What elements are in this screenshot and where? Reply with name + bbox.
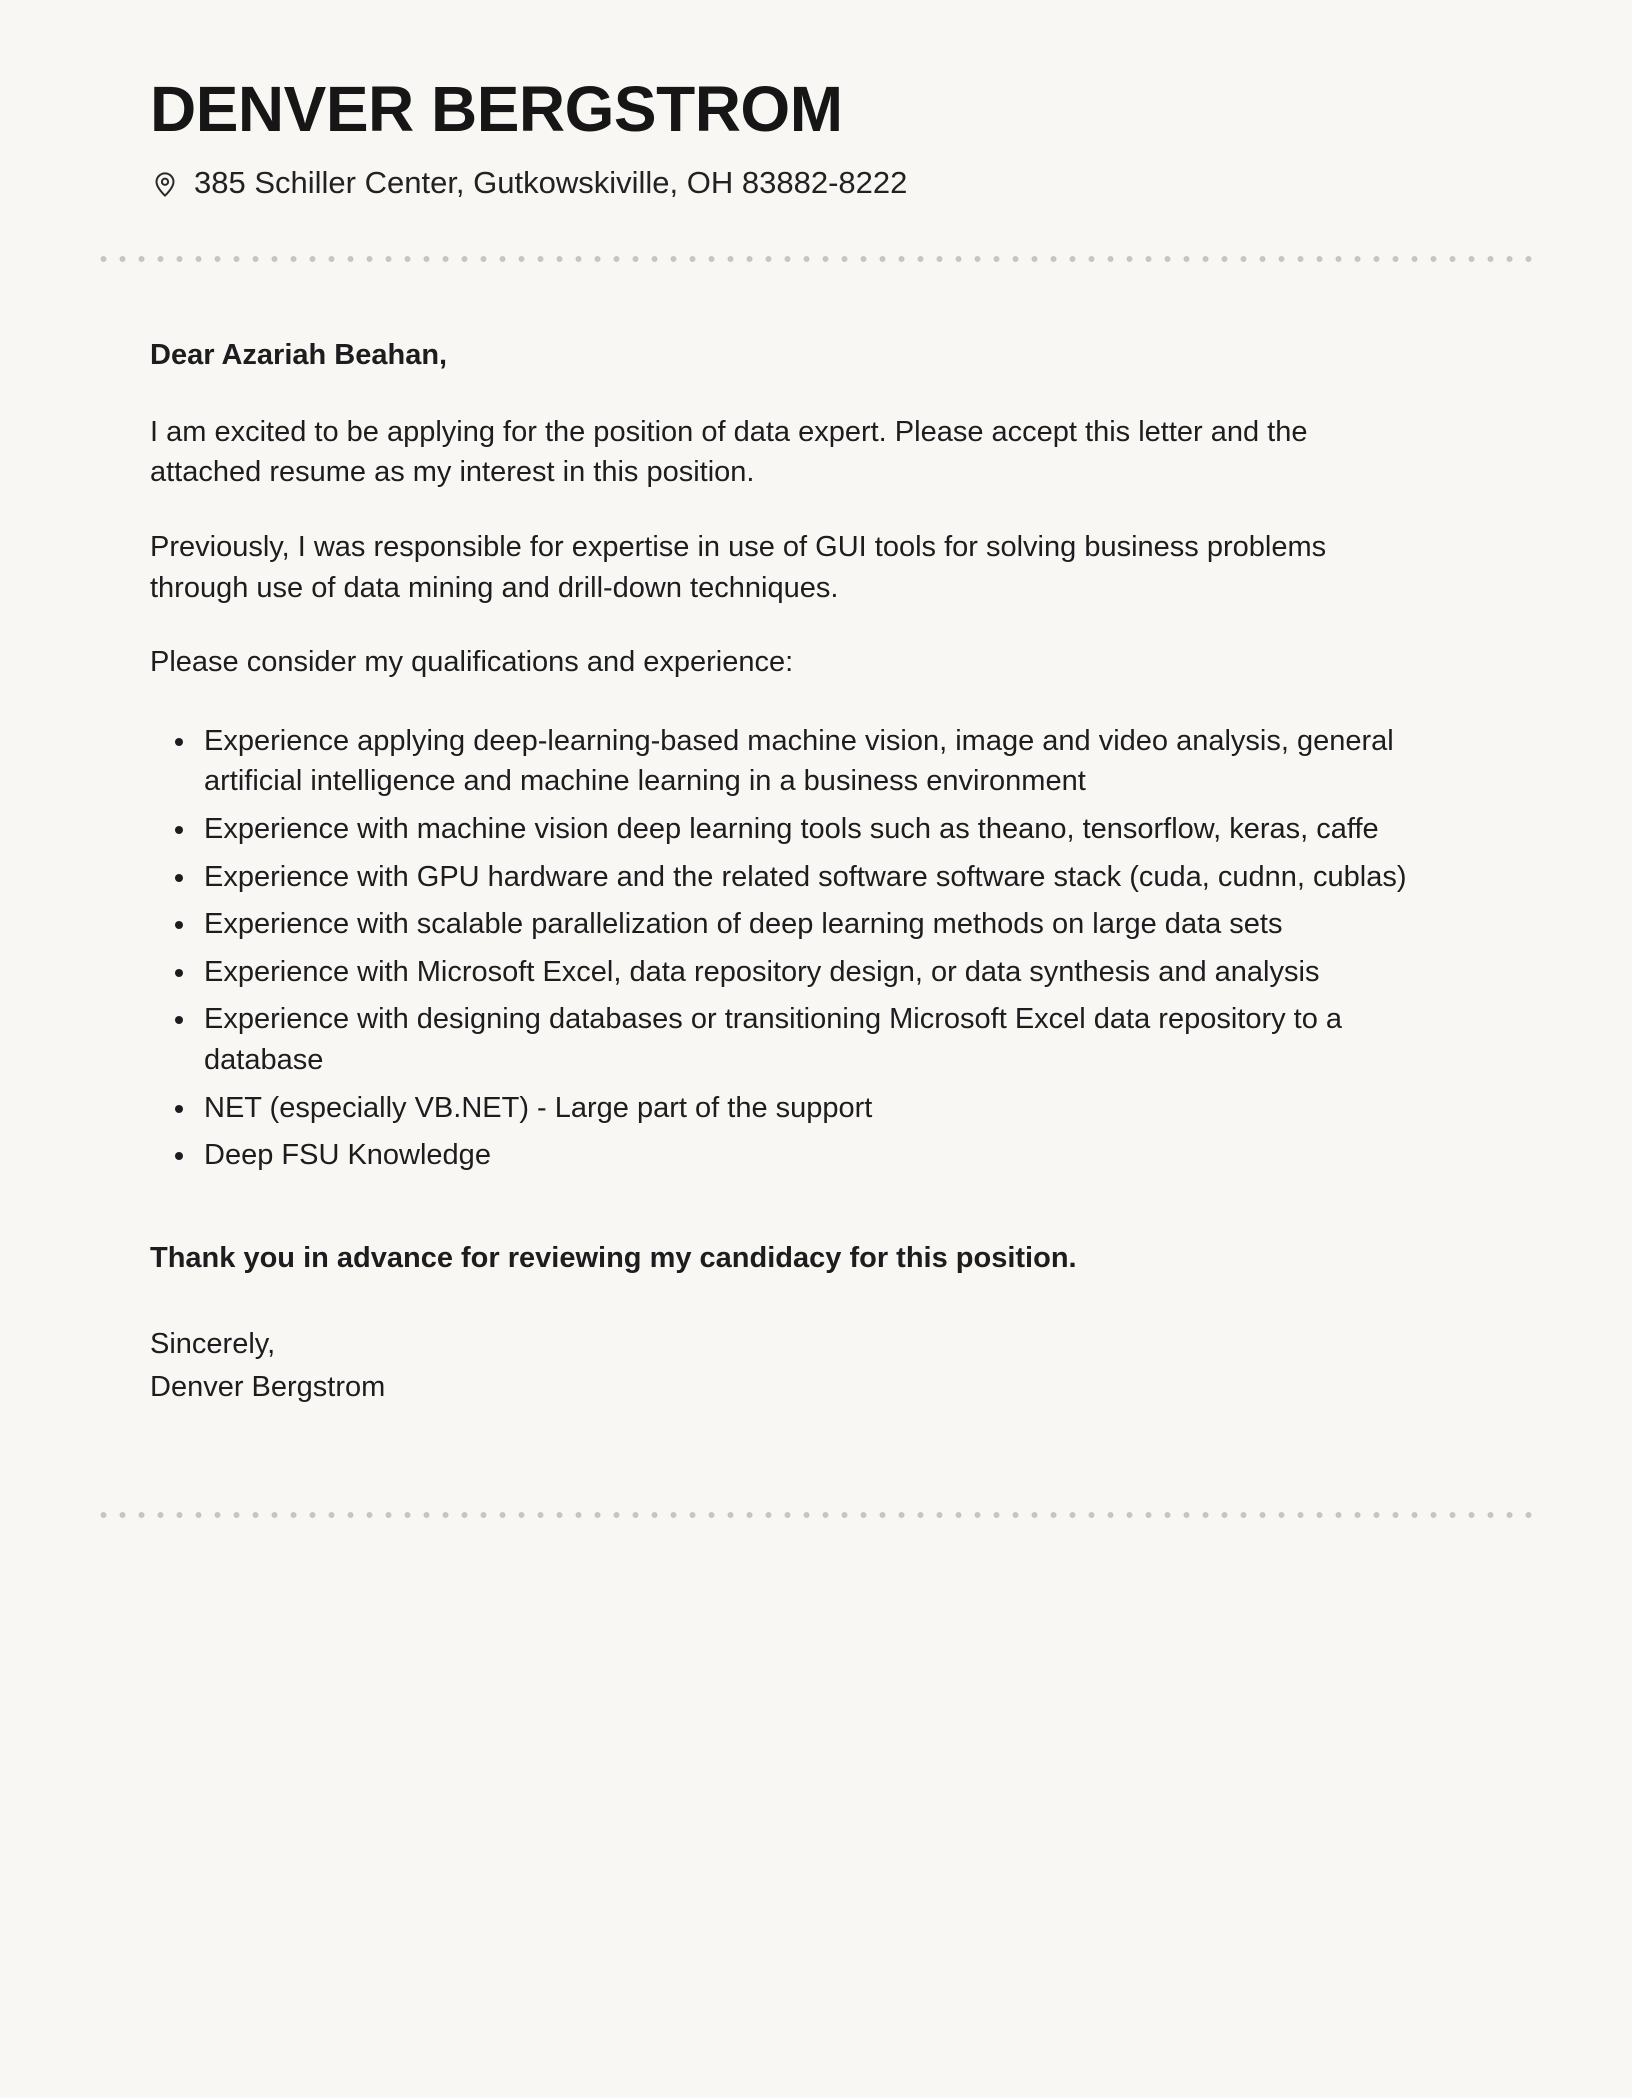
paragraph-intro: I am excited to be applying for the position of data expert. Please accept this letter and the attached resume as my interest in this position. — [150, 415, 1308, 489]
list-item: • Deep FSU Knowledge — [198, 1135, 1410, 1176]
letter-body — [0, 335, 1632, 1407]
letter-header — [0, 73, 1632, 201]
list-item: • NET (especially VB.NET) - Large part of the support — [198, 1088, 1410, 1129]
qualifications-list — [150, 721, 1410, 1176]
salutation: Dear Azariah Beahan, — [150, 339, 448, 372]
list-item: • Experience with scalable parallelization of deep learning methods on large data sets — [198, 904, 1410, 945]
paragraph-experience: Previously, I was responsible for expertise in use of GUI tools for solving business problems through use of data mining and drill-down techniques. — [150, 530, 1327, 604]
address-row — [150, 165, 1482, 201]
candidate-name: DENVER BERGSTROM — [150, 73, 843, 145]
list-item: • Experience applying deep-learning-based machine vision, image and video analysis, general artificial intelligence and machine learning in a business environment — [198, 721, 1410, 802]
dotted-divider-top — [94, 255, 1538, 263]
signature-name: Denver Bergstrom — [150, 1370, 386, 1403]
paragraph-qualifications-lead: Please consider my qualifications and experience: — [150, 646, 794, 679]
closing-statement: Thank you in advance for reviewing my candidacy for this position. — [150, 1241, 1077, 1274]
address-text: 385 Schiller Center, Gutkowskiville, OH 83882-8222 — [194, 165, 908, 201]
dotted-divider-bottom — [94, 1511, 1538, 1519]
list-item: • Experience with GPU hardware and the related software software stack (cuda, cudnn, cublas) — [198, 857, 1410, 898]
signoff: Sincerely, — [150, 1328, 276, 1361]
list-item: • Experience with machine vision deep learning tools such as theano, tensorflow, keras, caffe — [198, 809, 1410, 850]
list-item: • Experience with designing databases or transitioning Microsoft Excel data repository to a database — [198, 999, 1410, 1080]
list-item: • Experience with Microsoft Excel, data repository design, or data synthesis and analysis — [198, 952, 1410, 993]
location-pin-icon — [150, 169, 180, 199]
